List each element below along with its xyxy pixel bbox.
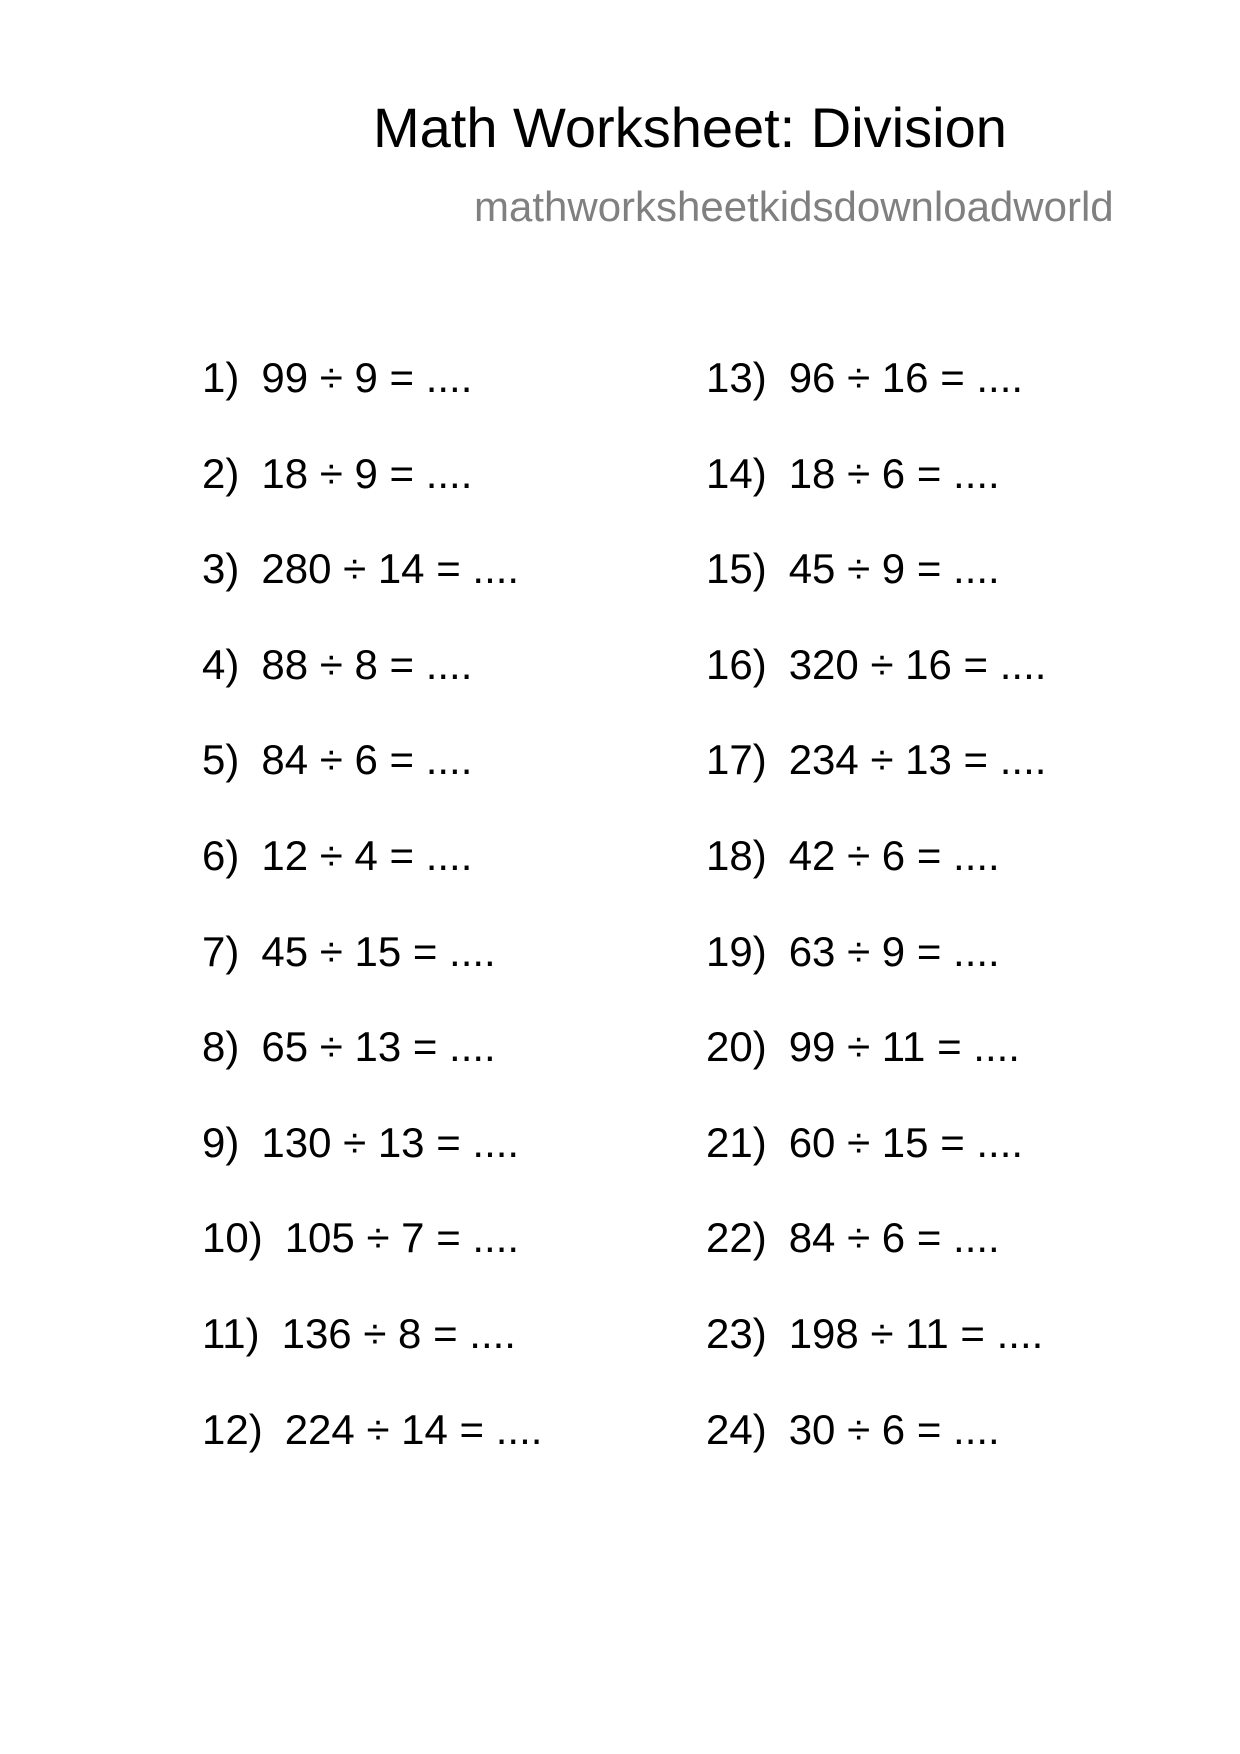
problem-item (202, 1214, 542, 1310)
problem-number: 19) (706, 927, 767, 975)
problem-number: 21) (706, 1118, 767, 1166)
problem-number: 5) (202, 736, 240, 784)
problem-expression: 198 ÷ 11 = .... (788, 1309, 1044, 1357)
problem-item (202, 354, 542, 450)
problem-item (202, 736, 542, 832)
problem-expression: 88 ÷ 8 = .... (261, 640, 473, 688)
problem-expression: 224 ÷ 14 = .... (284, 1405, 543, 1453)
problem-item (706, 641, 1046, 737)
problem-item (706, 1214, 1046, 1310)
problem-number: 6) (202, 831, 240, 879)
problem-item (202, 928, 542, 1024)
problem-item (202, 1310, 542, 1406)
problem-expression: 280 ÷ 14 = .... (261, 545, 520, 593)
problem-column-right (706, 354, 1046, 1501)
problem-item (706, 545, 1046, 641)
problem-item (202, 1023, 542, 1119)
problem-number: 7) (202, 927, 240, 975)
problem-item (202, 1406, 542, 1502)
problem-expression: 30 ÷ 6 = .... (788, 1405, 1000, 1453)
problem-item (706, 928, 1046, 1024)
problem-number: 18) (706, 831, 767, 879)
problem-expression: 84 ÷ 6 = .... (261, 736, 473, 784)
problem-expression: 234 ÷ 13 = .... (788, 736, 1047, 784)
problem-expression: 42 ÷ 6 = .... (788, 831, 1000, 879)
problem-item (706, 832, 1046, 928)
problem-expression: 12 ÷ 4 = .... (261, 831, 473, 879)
problem-expression: 130 ÷ 13 = .... (261, 1118, 520, 1166)
problem-number: 11) (202, 1309, 260, 1357)
problem-number: 20) (706, 1023, 767, 1071)
problem-number: 17) (706, 736, 767, 784)
problem-number: 9) (202, 1118, 240, 1166)
problem-expression: 65 ÷ 13 = .... (261, 1023, 496, 1071)
problem-number: 22) (706, 1214, 767, 1262)
problem-item (202, 450, 542, 546)
problem-expression: 96 ÷ 16 = .... (788, 354, 1024, 401)
problem-expression: 63 ÷ 9 = .... (788, 927, 1000, 975)
problem-item (202, 545, 542, 641)
problem-expression: 45 ÷ 9 = .... (788, 545, 1000, 593)
problem-expression: 18 ÷ 9 = .... (261, 449, 473, 497)
problem-item (202, 832, 542, 928)
page-title: Math Worksheet: Division (373, 96, 1007, 159)
problem-item (706, 1406, 1046, 1502)
problem-number: 8) (202, 1023, 240, 1071)
problem-number: 3) (202, 545, 240, 593)
problem-expression: 99 ÷ 9 = .... (261, 354, 473, 401)
problem-number: 14) (706, 449, 767, 497)
problem-item (706, 450, 1046, 546)
problem-item (706, 1023, 1046, 1119)
problem-expression: 320 ÷ 16 = .... (788, 640, 1047, 688)
problem-number: 24) (706, 1405, 767, 1453)
problem-expression: 84 ÷ 6 = .... (788, 1214, 1000, 1262)
problem-expression: 136 ÷ 8 = .... (281, 1309, 516, 1357)
problem-expression: 60 ÷ 15 = .... (788, 1118, 1024, 1166)
problem-item (706, 354, 1046, 450)
problem-number: 1) (202, 354, 240, 401)
problem-item (706, 1119, 1046, 1215)
problem-expression: 99 ÷ 11 = .... (788, 1023, 1020, 1071)
problem-item (706, 1310, 1046, 1406)
problem-item (202, 1119, 542, 1215)
problem-number: 12) (202, 1405, 263, 1453)
problem-expression: 105 ÷ 7 = .... (284, 1214, 520, 1262)
problem-expression: 45 ÷ 15 = .... (261, 927, 496, 975)
problem-column-left (202, 354, 542, 1501)
problem-number: 16) (706, 640, 767, 688)
problem-number: 2) (202, 449, 240, 497)
problem-item (202, 641, 542, 737)
problem-expression: 18 ÷ 6 = .... (788, 449, 1000, 497)
problem-item (706, 736, 1046, 832)
problem-number: 23) (706, 1309, 767, 1357)
problem-number: 10) (202, 1214, 263, 1262)
site-watermark: mathworksheetkidsdownloadworld (474, 183, 1114, 230)
problem-number: 15) (706, 545, 767, 593)
problem-number: 4) (202, 640, 240, 688)
problem-number: 13) (706, 354, 767, 401)
